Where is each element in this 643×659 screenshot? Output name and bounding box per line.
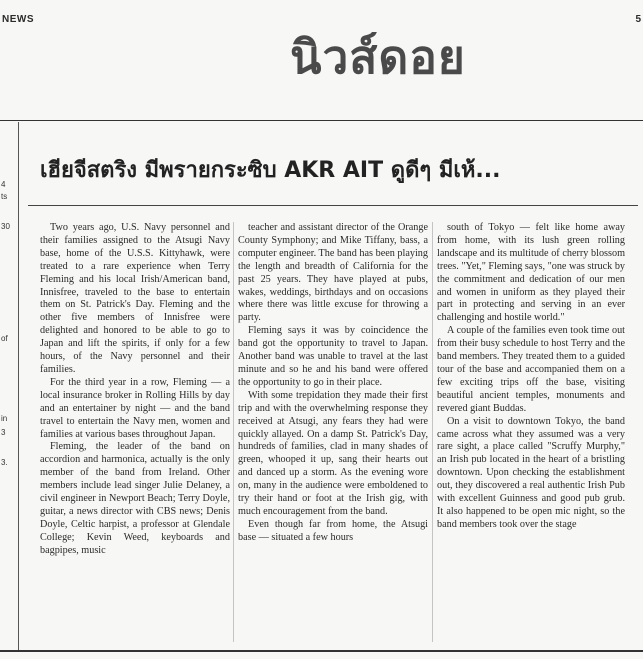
strip-fragment: 4 [1, 180, 6, 189]
page-corner-mark: 5 [635, 14, 641, 25]
strip-fragment: in [1, 414, 8, 423]
article-column-1 [40, 222, 230, 642]
paragraph: Fleming says it was by coincidence the band got the opportunity to travel to Japan. Another band was unable to travel at the last minute and so he and his band were offered the opportunity to go in their place. [238, 325, 428, 388]
bottom-rule [0, 650, 643, 652]
top-rule [0, 120, 643, 121]
paragraph: For the third year in a row, Fleming — a local insurance broker in Rolling Hills by day and an entertainer by night — and the band travel to entertain the Navy men, women and families at various bases throughout Japan. [40, 376, 230, 440]
paragraph: Two years ago, U.S. Navy personnel and their families assigned to the Atsugi Navy base, home of the U.S.S. Kittyhawk, were treated to a rare experience when Terry Fleming and his local Irish/American band, Innisfree, traveled to the base to entertain them on St. Patrick's Day. Fleming and the other five members of Innisfree were delighted and honored to be able to go to Japan and lift the spirits, if only for a few hours, of the Navy personnel and their families. [40, 222, 230, 375]
paragraph: teacher and assistant director of the Orange County Symphony; and Mike Tiffany, bass, a computer engineer. The band has been playing the length and breadth of California for the past 25 years. They have played at pubs, wakes, weddings, birthdays and on occasions where there was little excuse for throwing a party. [238, 222, 428, 324]
strip-fragment: 3 [1, 428, 6, 437]
paragraph: Fleming, the leader of the band on accordion and harmonica, actually is the only member of the band from Ireland. Other members include lead singer Julie Delaney, a civil engineer in Newport Beach; Terry Doyle, guitar, a news director with CBS news; Denis Doyle, Celtic harpist, a professor at Glendale College; Kevin Weed, keyboards and bagpipes, music [40, 441, 230, 556]
paragraph: On a visit to downtown Tokyo, the band came across what they assumed was a very rare sight, a place called "Scruffy Murphy," an Irish pub located in the heart of a bristling downtown. Upon checking the establishment out, they discovered a real authentic Irish Pub with excellent Guinness and good pub grub. It also happened to be open mic night, so the band members took over the stage [437, 415, 625, 530]
left-vertical-rule [18, 122, 19, 652]
paragraph: A couple of the families even took time out from their busy schedule to host Terry and the band members. They treated them to a guided tour of the base and accompanied them on a few exciting trips off the base, visiting beautiful ancient temples, monuments and revered giant Buddas. [437, 325, 625, 414]
strip-fragment: ts [1, 192, 8, 201]
column-separator [432, 222, 433, 642]
strip-fragment: of [1, 334, 8, 343]
strip-fragment: 3. [1, 458, 8, 467]
headline-underline [28, 205, 638, 206]
article-headline: เฮียจีสตริง มีพรายกระซิบ AKR AIT ดูดีๆ มีเห้... [40, 158, 501, 183]
strip-fragment: 30 [1, 222, 10, 231]
section-label: NEWS [2, 14, 34, 25]
masthead-title: นิวส์ดอย [290, 30, 466, 84]
article-column-3 [437, 222, 625, 642]
paragraph: south of Tokyo — felt like home away from home, with its lush green rolling landscape and its multitude of cherry blossom trees. "Yet," Fleming says, "one was struck by the commitment and dedication of our men and women in uniform as they played their part in protecting and serving in an ever challenging and hostile world." [437, 222, 625, 324]
column-separator [233, 222, 234, 642]
left-margin-strip [0, 122, 12, 659]
paragraph: Even though far from home, the Atsugi base — situated a few hours [238, 518, 428, 543]
article-column-2 [238, 222, 428, 642]
paragraph: With some trepidation they made their first trip and with the overwhelming response they received at Atsugi, any fears they had were quickly allayed. On a damp St. Patrick's Day, hundreds of families, clad in many shades of green, whooped it up, sang their hearts out and danced up a storm. As the evening wore on, many in the audience were emboldened to try their hand or foot at the Irish gig, with much encouragement from the band. [238, 389, 428, 517]
